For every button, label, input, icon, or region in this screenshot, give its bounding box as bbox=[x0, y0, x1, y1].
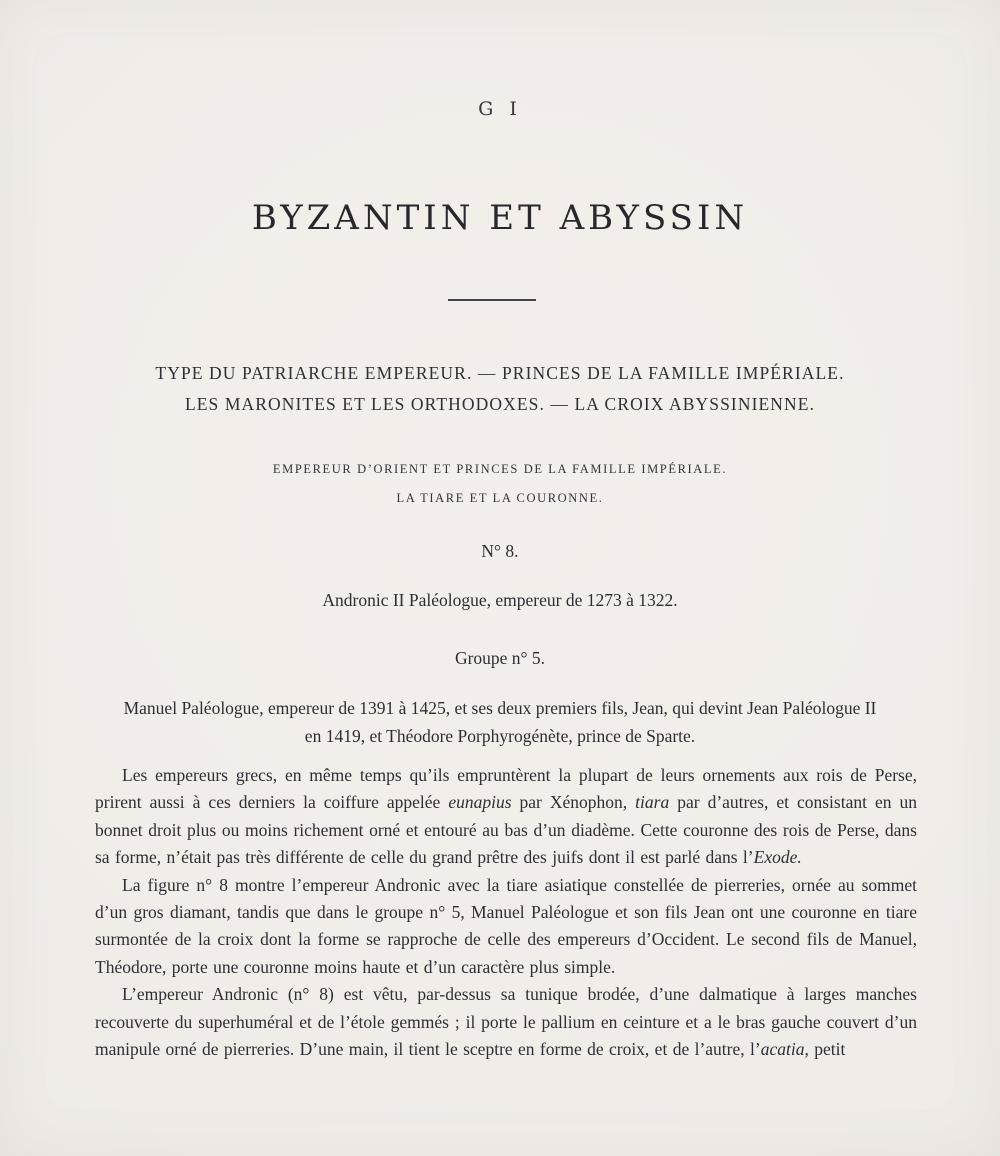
figure-number: N° 8. bbox=[481, 541, 519, 561]
page-title: BYZANTIN ET ABYSSIN bbox=[251, 198, 749, 238]
group-caption-line-1: Manuel Paléologue, empereur de 1391 à 1425, et ses deux premiers fils, Jean, qui devint Jean Paléologue II bbox=[123, 698, 877, 718]
paragraph-text: La figure n° 8 montre l’empereur Andronic avec la tiare asiatique constellée de pierreries, ornée au sommet d’un gros diamant, tandis que dans le groupe n° 5, Manuel Paléologue et son fils Jean ont une couronne en tiare surmontée de la croix dont la forme se rapproche de celle des empereurs d’Occident. Le second fils de Manuel, Théodore, porte une couronne moins haute et d’un caractère plus simple. bbox=[95, 874, 917, 977]
group-caption-line-2: en 1419, et Théodore Porphyrogénète, prince de Sparte. bbox=[304, 726, 696, 746]
section-line-1: EMPEREUR D’ORIENT ET PRINCES DE LA FAMILLE IMPÉRIALE. bbox=[272, 462, 728, 476]
italic-term: acatia, bbox=[760, 1039, 809, 1060]
paragraph-text: par Xénophon, bbox=[511, 792, 636, 813]
group-caption bbox=[0, 694, 1000, 750]
section-heading bbox=[0, 455, 1000, 513]
group-number: Groupe n° 5. bbox=[454, 648, 546, 668]
chapter-subtitle bbox=[0, 358, 1000, 420]
plate-mark: G I bbox=[478, 98, 522, 120]
subtitle-line-1: TYPE DU PATRIARCHE EMPEREUR. — PRINCES DE LA FAMILLE IMPÉRIALE. bbox=[155, 363, 845, 383]
italic-term: Exode. bbox=[753, 847, 802, 868]
figure-caption: Andronic II Paléologue, empereur de 1273 à 1322. bbox=[322, 590, 678, 610]
italic-term: eunapius bbox=[448, 792, 512, 813]
body-paragraph bbox=[95, 872, 917, 982]
body-text bbox=[95, 762, 917, 1063]
body-paragraph bbox=[95, 981, 917, 1063]
body-paragraph bbox=[95, 762, 917, 872]
paragraph-text: Les empereurs grecs, en même temps qu’ils empruntèrent la plupart de leurs ornements aux rois de Perse, prirent aussi à ces derniers la coiffure appelée bbox=[95, 765, 917, 813]
italic-term: tiara bbox=[635, 792, 670, 813]
paragraph-text: par d’autres, et consistant en un bonnet droit plus ou moins richement orné et entouré au bas d’un diadème. Cette couronne des rois de Perse, dans sa forme, n’était pas très différente de celle du grand prêtre des juifs dont il est parlé dans l’ bbox=[95, 792, 917, 868]
section-line-2: LA TIARE ET LA COURONNE. bbox=[396, 491, 604, 505]
title-divider bbox=[448, 299, 536, 301]
paragraph-text: L’empereur Andronic (n° 8) est vêtu, par-dessus sa tunique brodée, d’une dalmatique à larges manches recouverte du superhuméral et de l’étole gemmés ; il porte le pallium en ceinture et a le bras gauche couvert d’un manipule orné de pierreries. D’une main, il tient le sceptre en forme de croix, et de l’autre, l’ bbox=[95, 984, 917, 1060]
paragraph-text: petit bbox=[808, 1039, 846, 1060]
subtitle-line-2: LES MARONITES ET LES ORTHODOXES. — LA CROIX ABYSSINIENNE. bbox=[184, 394, 816, 414]
